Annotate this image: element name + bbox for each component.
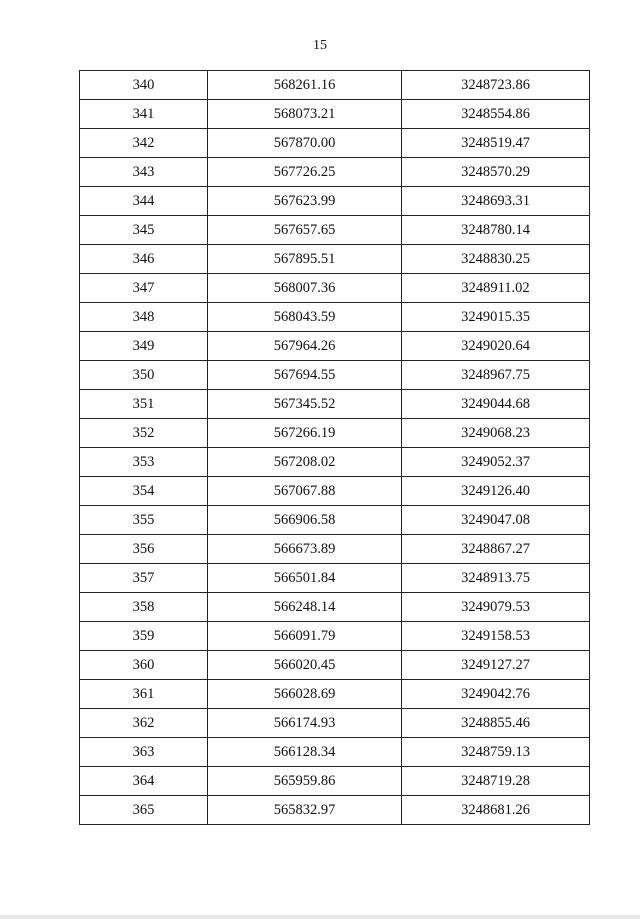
x-coordinate-cell: 567067.88 [208, 477, 402, 506]
point-id-cell: 346 [80, 245, 208, 274]
x-coordinate-cell: 567694.55 [208, 361, 402, 390]
x-coordinate-cell: 567208.02 [208, 448, 402, 477]
x-coordinate-cell: 566673.89 [208, 535, 402, 564]
x-coordinate-cell: 566501.84 [208, 564, 402, 593]
table-row [80, 709, 590, 738]
y-coordinate-cell: 3248780.14 [402, 216, 590, 245]
x-coordinate-cell: 567895.51 [208, 245, 402, 274]
table-row [80, 303, 590, 332]
x-coordinate-cell: 566128.34 [208, 738, 402, 767]
y-coordinate-cell: 3248681.26 [402, 796, 590, 825]
x-coordinate-cell: 568073.21 [208, 100, 402, 129]
y-coordinate-cell: 3248867.27 [402, 535, 590, 564]
page-bottom-edge [0, 915, 640, 919]
x-coordinate-cell: 565959.86 [208, 767, 402, 796]
x-coordinate-cell: 567345.52 [208, 390, 402, 419]
table-row [80, 419, 590, 448]
table-row [80, 506, 590, 535]
coordinate-table [79, 70, 590, 825]
y-coordinate-cell: 3249020.64 [402, 332, 590, 361]
point-id-cell: 363 [80, 738, 208, 767]
y-coordinate-cell: 3248830.25 [402, 245, 590, 274]
y-coordinate-cell: 3248759.13 [402, 738, 590, 767]
x-coordinate-cell: 566248.14 [208, 593, 402, 622]
table-row [80, 158, 590, 187]
x-coordinate-cell: 568043.59 [208, 303, 402, 332]
point-id-cell: 351 [80, 390, 208, 419]
table-row [80, 129, 590, 158]
y-coordinate-cell: 3249079.53 [402, 593, 590, 622]
table-row [80, 651, 590, 680]
point-id-cell: 358 [80, 593, 208, 622]
point-id-cell: 341 [80, 100, 208, 129]
point-id-cell: 357 [80, 564, 208, 593]
table-row [80, 274, 590, 303]
y-coordinate-cell: 3248913.75 [402, 564, 590, 593]
y-coordinate-cell: 3249044.68 [402, 390, 590, 419]
point-id-cell: 345 [80, 216, 208, 245]
point-id-cell: 364 [80, 767, 208, 796]
x-coordinate-cell: 568007.36 [208, 274, 402, 303]
y-coordinate-cell: 3248967.75 [402, 361, 590, 390]
table-row [80, 448, 590, 477]
y-coordinate-cell: 3248693.31 [402, 187, 590, 216]
y-coordinate-cell: 3248719.28 [402, 767, 590, 796]
y-coordinate-cell: 3248911.02 [402, 274, 590, 303]
table-row [80, 535, 590, 564]
table-row [80, 593, 590, 622]
point-id-cell: 344 [80, 187, 208, 216]
table-row [80, 216, 590, 245]
table-row [80, 187, 590, 216]
table-row [80, 767, 590, 796]
point-id-cell: 356 [80, 535, 208, 564]
point-id-cell: 350 [80, 361, 208, 390]
point-id-cell: 359 [80, 622, 208, 651]
x-coordinate-cell: 567726.25 [208, 158, 402, 187]
table-row [80, 100, 590, 129]
table-row [80, 390, 590, 419]
table-row [80, 738, 590, 767]
point-id-cell: 360 [80, 651, 208, 680]
y-coordinate-cell: 3249068.23 [402, 419, 590, 448]
x-coordinate-cell: 567657.65 [208, 216, 402, 245]
y-coordinate-cell: 3249052.37 [402, 448, 590, 477]
point-id-cell: 340 [80, 71, 208, 100]
y-coordinate-cell: 3248855.46 [402, 709, 590, 738]
table-row [80, 796, 590, 825]
y-coordinate-cell: 3248519.47 [402, 129, 590, 158]
point-id-cell: 353 [80, 448, 208, 477]
y-coordinate-cell: 3249126.40 [402, 477, 590, 506]
table-row [80, 564, 590, 593]
table-row [80, 245, 590, 274]
point-id-cell: 355 [80, 506, 208, 535]
point-id-cell: 354 [80, 477, 208, 506]
point-id-cell: 362 [80, 709, 208, 738]
y-coordinate-cell: 3248570.29 [402, 158, 590, 187]
x-coordinate-cell: 566091.79 [208, 622, 402, 651]
x-coordinate-cell: 567623.99 [208, 187, 402, 216]
x-coordinate-cell: 566028.69 [208, 680, 402, 709]
x-coordinate-cell: 567964.26 [208, 332, 402, 361]
x-coordinate-cell: 567870.00 [208, 129, 402, 158]
y-coordinate-cell: 3249047.08 [402, 506, 590, 535]
coordinate-table-body [80, 71, 590, 825]
table-row [80, 71, 590, 100]
y-coordinate-cell: 3249127.27 [402, 651, 590, 680]
x-coordinate-cell: 565832.97 [208, 796, 402, 825]
x-coordinate-cell: 566174.93 [208, 709, 402, 738]
point-id-cell: 343 [80, 158, 208, 187]
point-id-cell: 342 [80, 129, 208, 158]
point-id-cell: 361 [80, 680, 208, 709]
point-id-cell: 349 [80, 332, 208, 361]
y-coordinate-cell: 3249158.53 [402, 622, 590, 651]
table-row [80, 680, 590, 709]
y-coordinate-cell: 3249015.35 [402, 303, 590, 332]
point-id-cell: 348 [80, 303, 208, 332]
y-coordinate-cell: 3249042.76 [402, 680, 590, 709]
point-id-cell: 352 [80, 419, 208, 448]
table-row [80, 477, 590, 506]
x-coordinate-cell: 566020.45 [208, 651, 402, 680]
point-id-cell: 347 [80, 274, 208, 303]
x-coordinate-cell: 568261.16 [208, 71, 402, 100]
y-coordinate-cell: 3248723.86 [402, 71, 590, 100]
point-id-cell: 365 [80, 796, 208, 825]
page-number: 15 [313, 38, 327, 53]
x-coordinate-cell: 566906.58 [208, 506, 402, 535]
y-coordinate-cell: 3248554.86 [402, 100, 590, 129]
x-coordinate-cell: 567266.19 [208, 419, 402, 448]
table-row [80, 361, 590, 390]
table-row [80, 332, 590, 361]
table-row [80, 622, 590, 651]
